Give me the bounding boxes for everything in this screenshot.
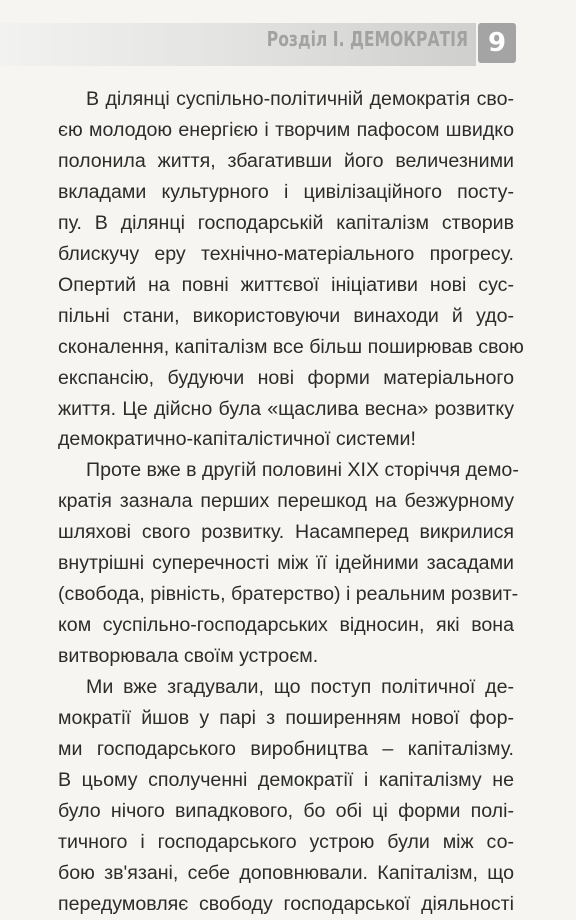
page-number: 9 — [487, 28, 507, 58]
paragraph-1 — [58, 84, 524, 455]
text-line: життя. Це дійсно була «щаслива весна» розвитку — [58, 397, 514, 420]
text-line: вкладами культурного і цивілізаційного посту- — [58, 180, 514, 203]
text-line: полонила життя, збагативши його величезними — [58, 149, 514, 172]
text-line: експансію, будуючи нові форми матеріального — [58, 366, 514, 389]
text-line: (свобода, рівність, братерство) і реальним розвит- — [58, 583, 519, 606]
text-line: блискучу еру технічно-матеріального прогресу. — [58, 242, 514, 265]
text-line: кратія зазнала перших перешкод на безжурному — [58, 490, 514, 513]
text-line: Ми вже згадували, що поступ політичної де- — [86, 676, 514, 699]
paragraph-3 — [58, 672, 514, 920]
text-line: В ділянці суспільно-політичній демократія сво- — [86, 88, 514, 110]
body-text — [58, 84, 524, 920]
text-line: єю молодою енергією і творчим пафосом швидко — [58, 118, 514, 141]
text-line: ком суспільно-господарських відносин, які вона — [58, 614, 514, 637]
text-line: бою зв'язані, себе доповнювали. Капіталізм, що — [58, 861, 514, 884]
text-line: ми господарського виробництва – капіталізму. — [58, 738, 514, 761]
text-line: сконалення, капіталізм все більш поширював свою — [58, 335, 524, 358]
running-head-title: Розділ І. ДЕМОКРАТІЯ — [266, 27, 468, 51]
text-line: було нічого випадкового, бо обі ці форми полі- — [58, 799, 514, 822]
text-line: пу. В ділянці господарській капіталізм створив — [58, 211, 514, 234]
page-header — [0, 0, 576, 72]
text-line: Опертий на повні життєвої ініціативи нові сус- — [58, 273, 514, 296]
text-line: передумовляє свободу господарської діяльності — [58, 892, 514, 915]
text-line: витворювала своїм устроєм. — [58, 645, 319, 668]
text-line: пільні стани, використовуючи винаходи й удо- — [58, 304, 514, 327]
text-line: внутрішні суперечності між її ідейними засадами — [58, 552, 514, 575]
text-line: демократично-капіталістичної системи! — [58, 428, 416, 451]
text-line: В цьому сполученні демократії і капіталізму не — [58, 768, 514, 791]
paragraph-2 — [58, 455, 519, 672]
text-line: мократії йшов у парі з поширенням нової фор- — [58, 707, 514, 730]
text-line: шляхові свого розвитку. Насамперед викрилися — [58, 521, 514, 544]
text-line: Проте вже в другій половині XIX сторіччя демо- — [86, 459, 519, 482]
page-number-box — [478, 23, 516, 63]
text-line: тичного і господарського устрою були між со- — [58, 830, 514, 853]
